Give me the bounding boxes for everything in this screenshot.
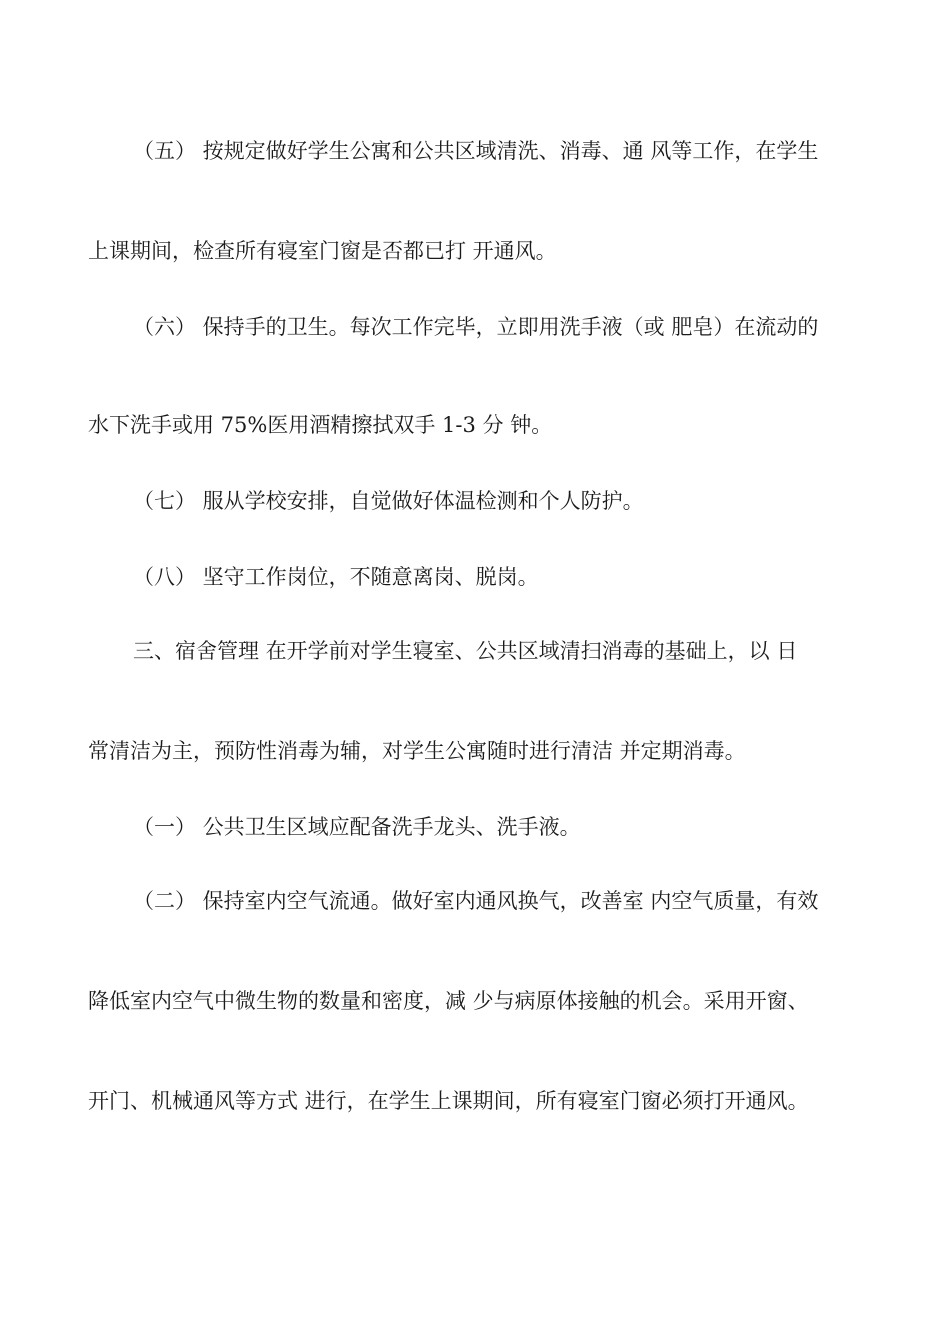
paragraph-6-line-1: （六） 保持手的卫生。每次工作完毕，立即用洗手液（或 肥皂）在流动的 xyxy=(133,315,819,339)
section-3-item-2-line-2: 降低室内空气中微生物的数量和密度，减 少与病原体接触的机会。采用开窗、 xyxy=(88,989,809,1013)
paragraph-5-line-2: 上课期间，检查所有寝室门窗是否都已打 开通风。 xyxy=(88,239,557,263)
section-3-line-1: 三、宿舍管理 在开学前对学生寝室、公共区域清扫消毒的基础上，以 日 xyxy=(133,639,798,663)
section-3-item-2-line-1: （二） 保持室内空气流通。做好室内通风换气，改善室 内空气质量，有效 xyxy=(133,889,819,913)
paragraph-5-line-1: （五） 按规定做好学生公寓和公共区域清洗、消毒、通 风等工作，在学生 xyxy=(133,139,819,163)
section-3-item-2-line-3: 开门、机械通风等方式 进行，在学生上课期间，所有寝室门窗必须打开通风。 xyxy=(88,1089,809,1113)
section-3-line-2: 常清洁为主，预防性消毒为辅，对学生公寓随时进行清洁 并定期消毒。 xyxy=(88,739,746,763)
section-3-item-1: （一） 公共卫生区域应配备洗手龙头、洗手液。 xyxy=(133,815,581,839)
paragraph-7: （七） 服从学校安排，自觉做好体温检测和个人防护。 xyxy=(133,489,644,513)
paragraph-6-line-2: 水下洗手或用 75%医用酒精擦拭双手 1-3 分 钟。 xyxy=(88,413,553,437)
paragraph-8: （八） 坚守工作岗位，不随意离岗、脱岗。 xyxy=(133,565,539,589)
